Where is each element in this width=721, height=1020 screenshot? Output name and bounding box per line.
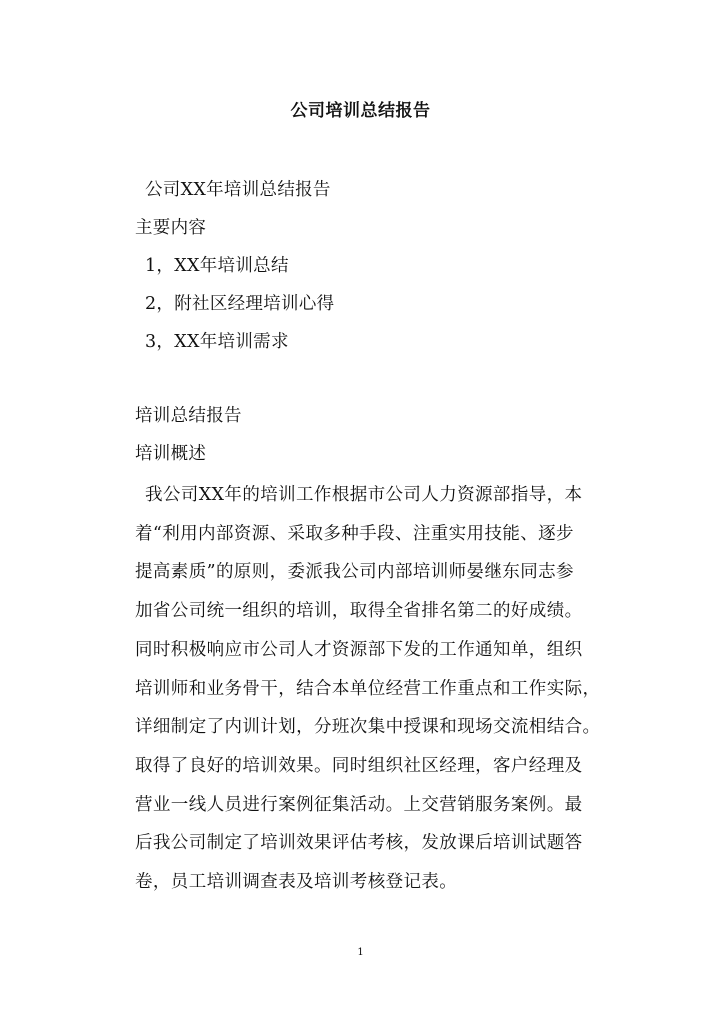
contents-item: 2，附社区经理培训心得: [145, 294, 335, 314]
page-number: 1: [357, 947, 364, 958]
paragraph-line: 详细制定了内训计划，分班次集中授课和现场交流相结合。: [135, 717, 601, 738]
paragraph-line: 卷，员工培训调查表及培训考核登记表。: [135, 872, 458, 893]
paragraph-line: 取得了良好的培训效果。同时组织社区经理，客户经理及: [135, 755, 583, 776]
contents-item: 1，XX年培训总结: [145, 256, 289, 276]
paragraph-line: 我公司XX年的培训工作根据市公司人力资源部指导，本: [145, 485, 583, 505]
paragraph-line: 营业一线人员进行案例征集活动。上交营销服务案例。最: [135, 794, 583, 815]
document-title: 公司培训总结报告: [290, 101, 431, 121]
paragraph-line: 提高素质”的原则，委派我公司内部培训师晏继东同志参: [135, 562, 574, 583]
section-heading: 培训总结报告: [135, 406, 242, 426]
paragraph-line: 同时积极响应市公司人才资源部下发的工作通知单，组织: [135, 639, 583, 660]
paragraph-line: 加省公司统一组织的培训，取得全省排名第二的好成绩。: [135, 601, 583, 622]
paragraph-line: 着“利用内部资源、采取多种手段、注重实用技能、逐步: [135, 523, 574, 544]
paragraph-line: 后我公司制定了培训效果评估考核，发放课后培训试题答: [135, 833, 583, 854]
document-subtitle: 公司XX年培训总结报告: [145, 180, 331, 200]
body-paragraph: [135, 476, 635, 902]
subsection-heading: 培训概述: [135, 444, 207, 464]
paragraph-line: 培训师和业务骨干，结合本单位经营工作重点和工作实际，: [135, 678, 601, 699]
contents-item: 3，XX年培训需求: [145, 332, 289, 352]
contents-heading: 主要内容: [135, 218, 207, 238]
